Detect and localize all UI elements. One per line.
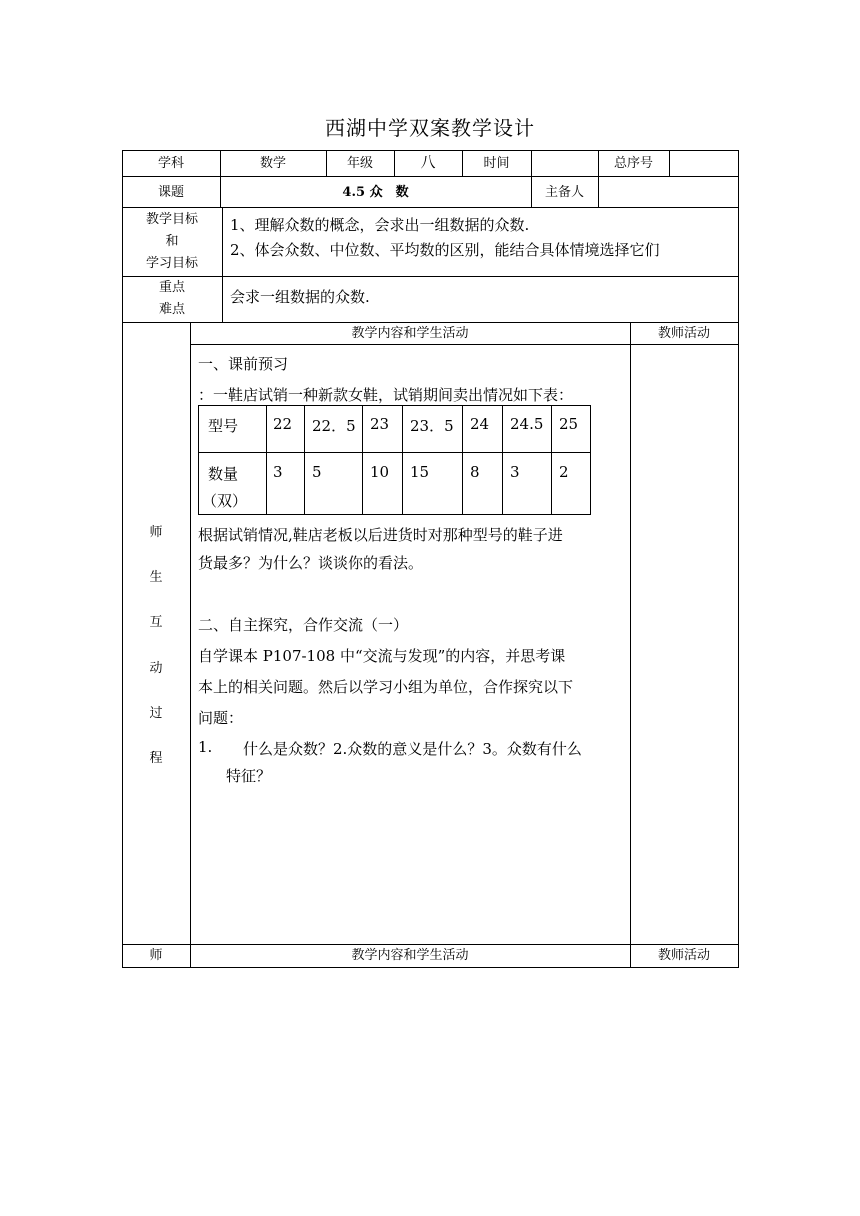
qty-24-5: 3 [510, 463, 520, 481]
quantity-label-line1: 数量 [208, 465, 239, 483]
qty-25: 2 [559, 463, 569, 481]
subject-value: 数学 [259, 156, 286, 171]
quantity-label-line2: （双） [202, 492, 248, 510]
qty-23-5: 15 [410, 463, 430, 481]
subject-label: 学科 [157, 156, 184, 171]
topic-value: 4.5 众 数 [342, 185, 409, 200]
model-22-5: 22．5 [312, 417, 356, 435]
side-char-1: 师 [149, 525, 163, 540]
list-line1: 什么是众数？2.众数的意义是什么？3。众数有什么 [243, 740, 582, 758]
goals-label-line3: 学习目标 [145, 256, 198, 271]
qty-22-5: 5 [312, 463, 322, 481]
footer-teacher-header: 教师活动 [657, 948, 710, 963]
model-25: 25 [559, 415, 579, 433]
key-content: 会求一组数据的众数. [230, 288, 370, 306]
page-title: 西湖中学双案教学设计 [325, 116, 535, 140]
side-char-3: 互 [149, 615, 163, 630]
model-label: 型号 [208, 417, 239, 435]
model-23: 23 [370, 415, 390, 433]
serial-label: 总序号 [613, 156, 653, 171]
section1-title: 一、课前预习 [198, 355, 289, 373]
goal-1: 1、理解众数的概念，会求出一组数据的众数. [230, 216, 530, 234]
model-22: 22 [273, 415, 293, 433]
model-24-5: 24.5 [510, 415, 544, 433]
goals-label-line2: 和 [165, 234, 179, 249]
time-label: 时间 [483, 156, 510, 171]
goal-2: 2、体会众数、中位数、平均数的区别，能结合具体情境选择它们 [230, 241, 660, 259]
model-24: 24 [470, 415, 490, 433]
question-line1: 根据试销情况,鞋店老板以后进货时对那种型号的鞋子进 [198, 526, 563, 544]
list-number: 1. [198, 738, 213, 756]
side-char-2: 生 [149, 570, 163, 585]
section1-intro: ：一鞋店试销一种新款女鞋，试销期间卖出情况如下表： [198, 386, 574, 404]
topic-label: 课题 [157, 185, 184, 200]
teacher-column-header: 教师活动 [657, 326, 710, 341]
qty-22: 3 [273, 463, 283, 481]
side-char-4: 动 [149, 661, 163, 676]
footer-side-char: 师 [149, 948, 163, 963]
footer-content-header: 教学内容和学生活动 [351, 948, 469, 963]
content-column-header: 教学内容和学生活动 [351, 326, 469, 341]
side-char-6: 程 [149, 751, 163, 766]
qty-23: 10 [370, 463, 390, 481]
list-line2: 特征？ [226, 767, 272, 785]
grade-value: 八 [420, 153, 436, 171]
section2-title: 二、自主探究，合作交流（一） [198, 616, 409, 634]
goals-label-line1: 教学目标 [145, 212, 198, 227]
qty-24: 8 [470, 463, 480, 481]
key-label-line1: 重点 [158, 280, 185, 295]
grade-label: 年级 [346, 156, 373, 171]
side-char-5: 过 [149, 706, 163, 721]
model-23-5: 23．5 [410, 417, 454, 435]
question-line2: 货最多？为什么？谈谈你的看法。 [198, 554, 424, 572]
section2-line1: 自学课本 P107-108 中“交流与发现”的内容，并思考课 [198, 647, 566, 665]
preparer-label: 主备人 [544, 185, 584, 200]
key-label-line2: 难点 [158, 302, 185, 317]
section2-line3: 问题： [198, 709, 244, 727]
section2-line2: 本上的相关问题。然后以学习小组为单位，合作探究以下 [198, 678, 574, 696]
